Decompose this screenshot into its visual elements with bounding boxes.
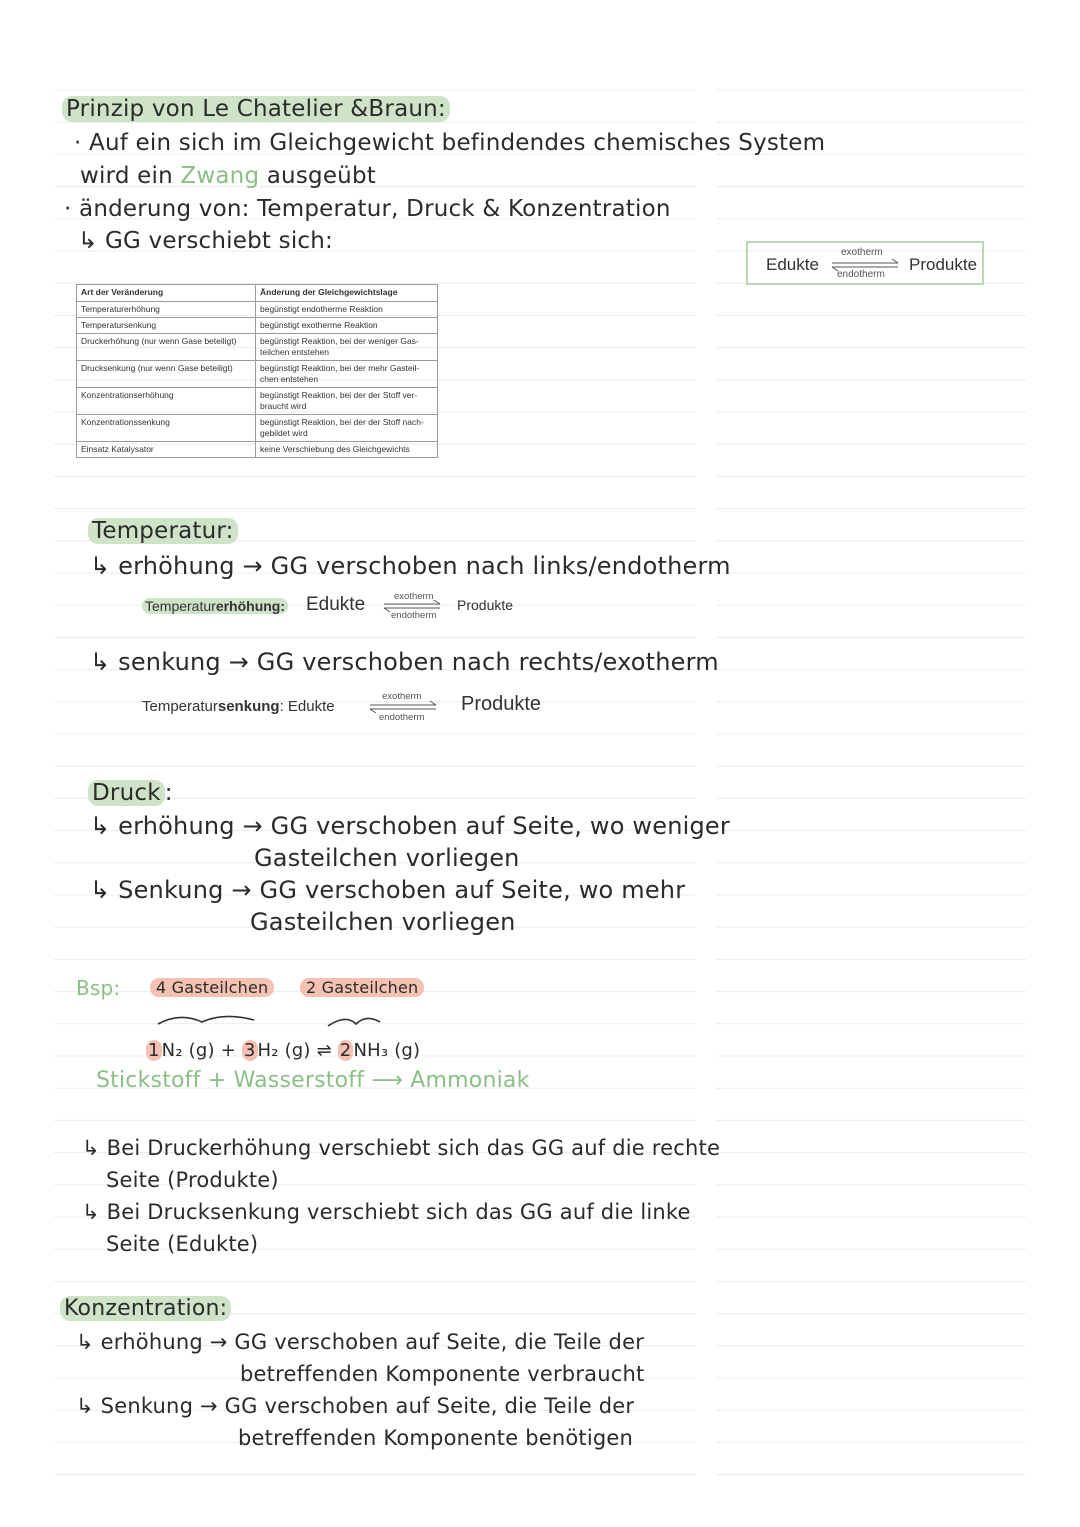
page-title [62, 96, 450, 122]
box-exotherm: exotherm [841, 247, 883, 258]
temp-down-produkte: Produkte [461, 693, 542, 715]
box-produkte: Produkte [909, 255, 978, 274]
table-cell: Drucksenkung (nur wenn Gase beteiligt) [77, 361, 256, 388]
temp-down-endotherm: endotherm [379, 712, 425, 723]
temp-down-prefix-bold: senkung [217, 698, 280, 715]
temp-up-exotherm: exotherm [394, 591, 434, 602]
table-row [77, 388, 438, 415]
temp-up-prefix [142, 598, 288, 614]
beispiel-right-count [300, 978, 424, 997]
table-row [77, 302, 438, 318]
druck-up-1: ↳ erhöhung → GG verschoben auf Seite, wo weniger [90, 812, 730, 840]
table-cell: begünstigt Reaktion, bei der mehr Gasteil-chen entstehen [256, 361, 438, 388]
intro-line-2 [80, 163, 376, 189]
beispiel-left-count [150, 978, 274, 997]
konzentration-up-2: betreffenden Komponente verbraucht [240, 1362, 645, 1386]
equilibrium-arrow-icon [384, 603, 444, 611]
temperatur-up: ↳ erhöhung → GG verschoben nach links/endotherm [90, 552, 731, 580]
reference-table [76, 284, 438, 458]
page-title-text: Prinzip von Le Chatelier &Braun: [62, 96, 450, 122]
temperatur-title [88, 518, 238, 544]
right-count-text: 2 Gasteilchen [300, 978, 424, 997]
table-header-row [77, 285, 438, 302]
beispiel-label: Bsp: [76, 976, 121, 1000]
equilibrium-arrow-icon [832, 261, 902, 271]
table-cell: Einsatz Katalysator [77, 442, 256, 458]
intro-line-2b: ausgeübt [266, 163, 376, 189]
druck-up-2: Gasteilchen vorliegen [254, 844, 520, 872]
temp-up-prefix-a: Temperatur [145, 598, 216, 614]
table-header-cell: Änderung der Gleichgewichtslage [256, 285, 438, 302]
table-cell: Temperatursenkung [77, 318, 256, 334]
konzentration-down-1: ↳ Senkung → GG verschoben auf Seite, die Teile der [76, 1394, 635, 1418]
intro-zwang-word: Zwang [180, 163, 260, 189]
table-row [77, 361, 438, 388]
equilibrium-box [746, 241, 984, 285]
eq-nh3: NH₃ (g) [353, 1040, 421, 1061]
temp-up-prefix-bold: erhöhung: [215, 598, 286, 614]
table-cell: begünstigt Reaktion, bei der weniger Gas-teilchen entstehen [256, 334, 438, 361]
temperatur-down: ↳ senkung → GG verschoben nach rechts/exotherm [90, 648, 719, 676]
grouping-brace-icon [150, 1012, 390, 1032]
ammonia-equation [146, 1040, 420, 1061]
eq-h2: H₂ (g) ⇌ [257, 1040, 332, 1061]
intro-line-4: ↳ GG verschiebt sich: [78, 228, 333, 254]
eq-n2: N₂ (g) + [161, 1040, 236, 1061]
druck-conclusion-2: Seite (Produkte) [106, 1168, 279, 1192]
left-count-text: 4 Gasteilchen [150, 978, 274, 997]
temp-up-produkte: Produkte [457, 597, 514, 613]
druck-title-text: Druck [88, 780, 165, 806]
temp-down-edukte: Edukte [287, 698, 335, 715]
konzentration-title-text: Konzentration: [60, 1296, 231, 1321]
temp-down-prefix [142, 698, 335, 715]
druck-title-colon: : [164, 780, 173, 806]
temperatur-title-text: Temperatur: [88, 518, 238, 544]
temp-down-prefix-colon: : [279, 698, 284, 715]
coefficient-nh3: 2 [339, 1040, 352, 1061]
table-cell: begünstigt exotherme Reaktion [256, 318, 438, 334]
table-row [77, 318, 438, 334]
coefficient-h2: 3 [243, 1040, 256, 1061]
table-cell: Temperaturerhöhung [77, 302, 256, 318]
table-cell: Konzentrationserhöhung [77, 388, 256, 415]
druck-down-2: Gasteilchen vorliegen [250, 908, 516, 936]
coefficient-n2: 1 [148, 1040, 160, 1061]
table-cell: Druckerhöhung (nur wenn Gase beteiligt) [77, 334, 256, 361]
konzentration-up-1: ↳ erhöhung → GG verschoben auf Seite, die Teile der [76, 1330, 645, 1354]
intro-line-2a: wird ein [80, 163, 173, 189]
druck-title [88, 780, 173, 806]
box-endotherm: endotherm [837, 269, 885, 280]
ammonia-words: Stickstoff + Wasserstoff ⟶ Ammoniak [96, 1068, 530, 1093]
table-cell: begünstigt endotherme Reaktion [256, 302, 438, 318]
konzentration-title [60, 1296, 231, 1321]
table-row [77, 442, 438, 458]
table-row [77, 415, 438, 442]
druck-conclusion-4: Seite (Edukte) [106, 1232, 259, 1256]
table-cell: begünstigt Reaktion, bei der der Stoff nach-gebildet wird [256, 415, 438, 442]
box-edukte: Edukte [766, 255, 819, 274]
table-cell: keine Verschiebung des Gleichgewichts [256, 442, 438, 458]
table-cell: begünstigt Reaktion, bei der der Stoff ver-braucht wird [256, 388, 438, 415]
equilibrium-arrow-icon [370, 704, 440, 712]
table-row [77, 334, 438, 361]
temp-down-prefix-a: Temperatur [142, 698, 218, 715]
temp-down-exotherm: exotherm [382, 691, 422, 702]
temp-up-edukte: Edukte [306, 594, 366, 615]
konzentration-down-2: betreffenden Komponente benötigen [238, 1426, 634, 1450]
druck-conclusion-1: ↳ Bei Druckerhöhung verschiebt sich das GG auf die rechte [82, 1136, 721, 1160]
table-cell: Konzentrationssenkung [77, 415, 256, 442]
druck-down-1: ↳ Senkung → GG verschoben auf Seite, wo mehr [90, 876, 686, 904]
table-header-cell: Art der Veränderung [77, 285, 256, 302]
druck-conclusion-3: ↳ Bei Drucksenkung verschiebt sich das GG auf die linke [82, 1200, 691, 1224]
temp-up-endotherm: endotherm [391, 610, 437, 621]
intro-line-1: · Auf ein sich im Gleichgewicht befindendes chemisches System [74, 130, 826, 156]
intro-line-3: · änderung von: Temperatur, Druck & Konzentration [64, 196, 671, 222]
